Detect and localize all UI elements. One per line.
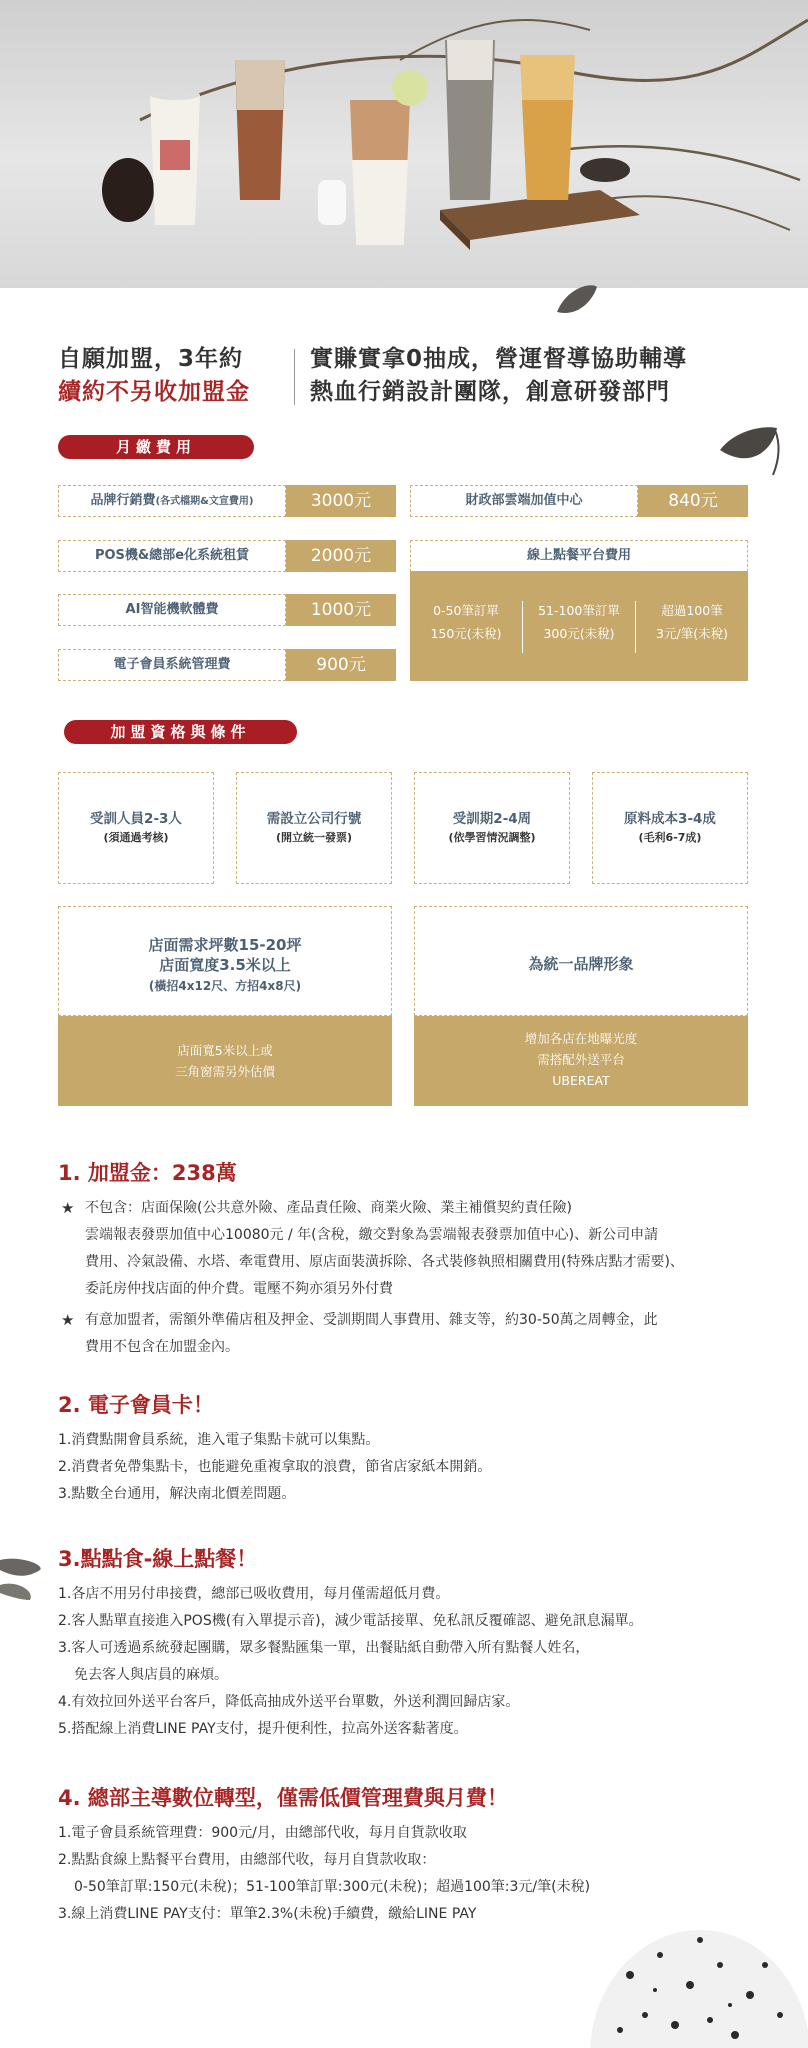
- fee-price-cloud: 840元: [638, 485, 748, 517]
- cup-4-shape: [445, 40, 495, 200]
- cup-2-shape: [235, 60, 285, 200]
- milk-bottle-shape: [318, 180, 346, 225]
- section-digital-title: 4. 總部主導數位轉型，僅需低價管理費與月費！: [58, 1786, 508, 1810]
- monthly-fee-pill: 月繳費用: [58, 435, 254, 459]
- slogan-block: [58, 343, 758, 413]
- fee-label-pos: POS機&總部e化系統租賃: [58, 540, 286, 572]
- boba-bowl-shape: [102, 158, 154, 222]
- fee-price-ai: 1000元: [286, 594, 396, 626]
- slogan-right-line1: 實賺實拿0抽成，營運督導協助輔導: [310, 346, 688, 372]
- online-tier-2: 51-100筆訂單 300元(未稅): [538, 603, 620, 641]
- fee-label-ai: AI智能機軟體費: [58, 594, 286, 626]
- cup-1-shape: [150, 90, 200, 225]
- fee-label-brand: 品牌行銷費(各式檔期&文宣費用): [58, 485, 286, 517]
- online-tier-1: 0-50筆訂單 150元(未稅): [430, 603, 502, 641]
- online-tier-3: 超過100筆 3元/筆(未稅): [656, 603, 728, 641]
- slogan-divider: [294, 349, 295, 405]
- cup-5-shape: [520, 55, 575, 200]
- hero-banner-photo: [0, 0, 808, 288]
- qualify-box-company: 需設立公司行號 (開立統一發票): [236, 772, 392, 884]
- slogan-left-line2: 續約不另收加盟金: [58, 379, 250, 405]
- brand-image-box: 為統一品牌形象: [414, 906, 748, 1016]
- star-icon: ★: [61, 1199, 75, 1217]
- brand-note-block: 增加各店在地曝光度 需搭配外送平台 UBEREAT: [414, 1016, 748, 1106]
- fee-label-member: 電子會員系統管理費: [58, 649, 286, 681]
- section-online-order-body: 1.各店不用另付串接費，總部已吸收費用，每月僅需超低月費。 2.客人點單直接進入POS機(有入單提示音)，減少電話接單、免私訊反覆確認、避免訊息漏單。 3.客人可透過系統發起團購，眾多餐點匯集一單，出餐貼紙自動帶入所有點餐人姓名， 免去客人與店員的麻煩。 4.有效拉回外送平台客戶，降低高抽成外送平台單數，外送利潤回歸店家。 5.搭配線上消費LINE PAY支付，提升便利性，拉高外送客黏著度。: [58, 1586, 643, 1737]
- section-member-card-title: 2. 電子會員卡！: [58, 1393, 214, 1417]
- drinks-illustration: [0, 0, 808, 288]
- store-requirement-box: 店面需求坪數15-20坪 店面寬度3.5米以上 (橫招4x12尺、方招4x8尺): [58, 906, 392, 1016]
- leaf-icon: [715, 420, 785, 480]
- qualify-pill: 加盟資格與條件: [64, 720, 297, 744]
- section-online-order-title: 3.點點食-線上點餐！: [58, 1547, 258, 1571]
- cup-3-shape: [350, 70, 428, 245]
- section-franchise-fee-body: ★ 不包含：店面保險(公共意外險、產品責任險、商業火險、業主補償契約責任險) 雲端報表發票加值中心10080元 / 年(含稅，繳交對象為雲端報表發票加值中心)、新公司申請 費用、冷氣設備、水塔、牽電費用、原店面裝潢拆除、各式裝修執照相關費用(特殊店點才需要)、 委託房仲找店面的仲介費。電壓不夠亦須另外付費 ★ 有意加盟者，需額外準備店租及押金、受訓期間人事費用、雜支等，約30-50萬之周轉金，此 費用不包含在加盟金內。: [58, 1195, 758, 1361]
- fee-price-member: 900元: [286, 649, 396, 681]
- qualify-box-trainees: 受訓人員2-3人 (須通過考核): [58, 772, 214, 884]
- slogan-left-line1: 自願加盟，3年約: [58, 346, 244, 372]
- online-fee-title: 線上點餐平台費用: [410, 540, 748, 572]
- section-member-card-body: 1.消費點開會員系統，進入電子集點卡就可以集點。 2.消費者免帶集點卡，也能避免重複拿取的浪費，節省店家紙本開銷。 3.點數全台通用，解決南北價差問題。: [58, 1432, 492, 1502]
- qualify-box-training-period: 受訓期2-4周 (依學習情況調整): [414, 772, 570, 884]
- leaf-icon: [0, 1545, 50, 1605]
- section-digital-body: 1.電子會員系統管理費：900元/月，由總部代收，每月自貨款收取 2.點點食線上點餐平台費用，由總部代收，每月自貨款收取： 0-50筆訂單:150元(未稅)；51-100筆訂單:300元(未稅)；超過100筆:3元/筆(未稅) 3.線上消費LINE PAY支付：單筆2.3%(未稅)手續費，繳給LINE PAY: [58, 1825, 591, 1922]
- online-fee-tiers: [410, 571, 748, 681]
- leaf-icon: [552, 282, 602, 322]
- fee-price-brand: 3000元: [286, 485, 396, 517]
- store-note-block: 店面寬5米以上或 三角窗需另外估價: [58, 1016, 392, 1106]
- fee-price-pos: 2000元: [286, 540, 396, 572]
- fee-label-cloud: 財政部雲端加值中心: [410, 485, 638, 517]
- star-icon: ★: [61, 1311, 75, 1329]
- slogan-right-line2: 熱血行銷設計團隊，創意研發部門: [310, 379, 670, 405]
- section-franchise-fee-title: 1. 加盟金：238萬: [58, 1161, 237, 1185]
- qualify-box-cost: 原料成本3-4成 (毛利6-7成): [592, 772, 748, 884]
